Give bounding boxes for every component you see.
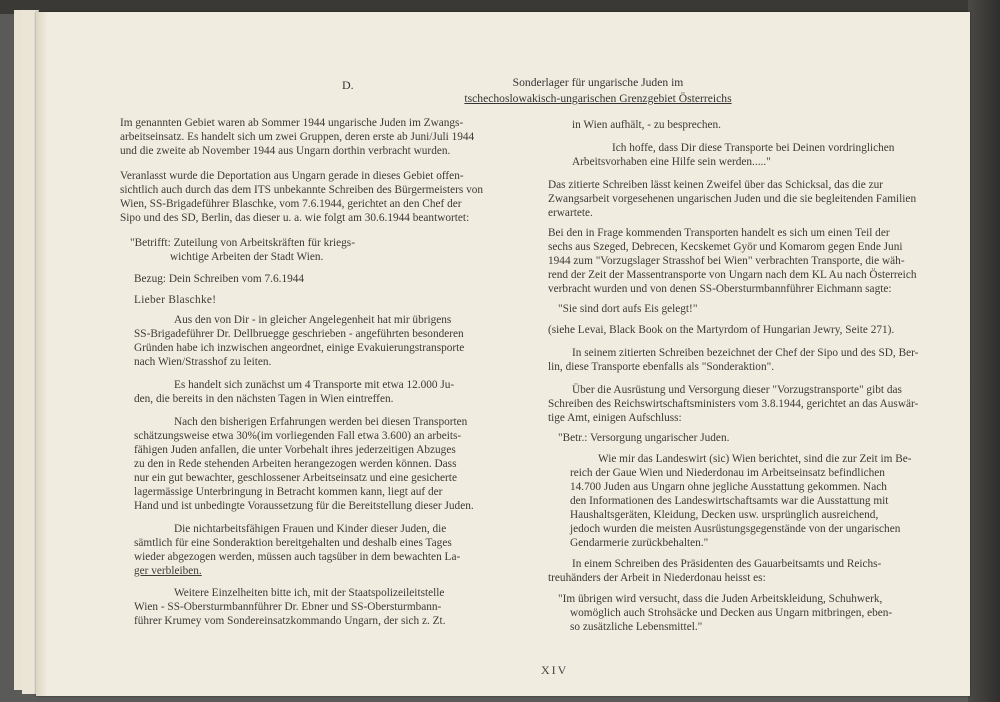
text-line: lin, diese Transporte ebenfalls als "Sonderaktion". — [548, 361, 775, 373]
text-line: Es handelt sich zunächst um 4 Transporte mit etwa 12.000 Ju- — [174, 379, 455, 391]
text-line: Die nichtarbeitsfähigen Frauen und Kinder dieser Juden, die — [174, 523, 447, 535]
text-line: Wien - SS-Obersturmbannführer Dr. Ebner und SS-Obersturmbann- — [134, 601, 442, 613]
text-line: In einem Schreiben des Präsidenten des Gauarbeitsamts und Reichs- — [572, 558, 882, 570]
text-line: Ich hoffe, dass Dir diese Transporte bei Deinen vordringlichen — [612, 142, 895, 154]
text-line: Wie mir das Landeswirt (sic) Wien berichtet, sind die zur Zeit im Be- — [598, 453, 912, 465]
text-line: Wien, SS-Brigadeführer Blaschke, vom 7.6.1944, gerichtet an den Chef der — [120, 198, 462, 210]
text-line: so zusätzliche Lebensmittel." — [570, 621, 703, 633]
text-line: sechs aus Szeged, Debrecen, Kecskemet Györ und Komarom gegen Ende Juni — [548, 241, 903, 253]
text-line: führer Krumey vom Sondereinsatzkommando Ungarn, der sich z. Zt. — [134, 615, 446, 627]
text-line: Bei den in Frage kommenden Transporten handelt es sich um einen Teil der — [548, 227, 890, 239]
text-line: Gründen habe ich inzwischen angeordnet, einige Evakuierungstransporte — [134, 342, 465, 354]
text-line: zu den in Rede stehenden Arbeiten herangezogen werden können. Dass — [134, 458, 457, 470]
text-line: Über die Ausrüstung und Versorgung dieser "Vorzugstransporte" gibt das — [572, 384, 902, 396]
text-line: Haushaltsgeräten, Kleidung, Decken usw. ursprünglich ausreichend, — [570, 509, 879, 521]
text-line: und die zweite ab November 1944 aus Ungarn dorthin verbracht wurden. — [120, 145, 451, 157]
text-line: ger verbleiben. — [134, 565, 202, 577]
text-line: Aus den von Dir - in gleicher Angelegenheit hat mir übrigens — [174, 314, 452, 326]
text-line: "Betr.: Versorgung ungarischer Juden. — [558, 432, 730, 444]
text-line: 1944 zum "Vorzugslager Strasshof bei Wien" verbrachten Transporte, die wäh- — [548, 255, 905, 267]
text-line: Im genannten Gebiet waren ab Sommer 1944 ungarische Juden im Zwangs- — [120, 117, 464, 129]
text-line: Hand und ist unbedingte Voraussetzung für die Bereitstellung dieser Juden. — [134, 500, 474, 512]
text-line: Lieber Blaschke! — [134, 294, 217, 306]
text-line: erwartete. — [548, 207, 593, 219]
document-page — [36, 12, 970, 696]
text-line: fähigen Juden anfallen, die unter Vorbehalt ihres jederzeitigen Abzuges — [134, 444, 456, 456]
text-line: Sipo und des SD, Berlin, das dieser u. a. wie folgt am 30.6.1944 beantwortet: — [120, 212, 470, 224]
text-line: Zwangsarbeit vorgesehenen ungarischen Juden und die sie begleitenden Familien — [548, 193, 917, 205]
text-line: Nach den bisherigen Erfahrungen werden bei diesen Transporten — [174, 416, 468, 428]
text-line: reich der Gaue Wien und Niederdonau im Arbeitseinsatz befindlichen — [570, 467, 885, 479]
text-line: rend der Zeit der Massentransporte von Ungarn nach dem KL Au nach Österreich — [548, 269, 917, 281]
page-gutter — [36, 12, 48, 696]
text-line: In seinem zitierten Schreiben bezeichnet der Chef der Sipo und des SD, Ber- — [572, 347, 919, 359]
text-line: jedoch wurden die meisten Ausrüstungsgegenstände von der ungarischen — [570, 523, 901, 535]
text-line: nur ein gut bewachter, geschlossener Arbeitseinsatz und eine gesicherte — [134, 472, 457, 484]
text-line: treuhänders der Arbeit in Niederdonau heisst es: — [548, 572, 766, 584]
text-line: tige Amt, einigen Aufschluss: — [548, 412, 682, 424]
text-line: Bezug: Dein Schreiben vom 7.6.1944 — [134, 273, 305, 285]
text-line: "Im übrigen wird versucht, dass die Juden Arbeitskleidung, Schuhwerk, — [558, 593, 883, 605]
text-line: Arbeitsvorhaben eine Hilfe sein werden....." — [572, 156, 771, 168]
text-line: verbracht wurden und von denen SS-Obersturmbannführer Eichmann sagte: — [548, 283, 892, 295]
text-line: den Informationen des Landeswirtschaftsamts war die Ausstattung mit — [570, 495, 889, 507]
section-title-line1: Sonderlager für ungarische Juden im — [512, 76, 684, 89]
text-line: sämtlich für eine Sonderaktion bereitgehalten und deshalb eines Tages — [134, 537, 452, 549]
text-line: wichtige Arbeiten der Stadt Wien. — [170, 251, 324, 263]
text-line: sichtlich auch durch das dem ITS unbekannte Schreiben des Bürgermeisters von — [120, 184, 484, 196]
text-line: Veranlasst wurde die Deportation aus Ungarn gerade in dieses Gebiet offen- — [120, 170, 464, 182]
text-line: wieder abgezogen werden, müssen auch tagsüber in dem bewachten La- — [134, 551, 461, 563]
text-line: Schreiben des Reichswirtschaftsministers vom 3.8.1944, gerichtet an das Auswär- — [548, 398, 919, 410]
text-line: 14.700 Juden aus Ungarn ohne jegliche Ausstattung gekommen. Nach — [570, 481, 887, 493]
section-label: D. — [342, 78, 354, 92]
text-line: lagermässige Unterbringung in Betracht kommen kann, liegt auf der — [134, 486, 443, 498]
section-title-line2: tschechoslowakisch-ungarischen Grenzgebiet Österreichs — [464, 92, 732, 105]
page-number: XIV — [541, 663, 569, 677]
text-line: "Betrifft: Zuteilung von Arbeitskräften für kriegs- — [130, 237, 355, 249]
text-line: Gendarmerie zurückbehalten." — [570, 537, 709, 549]
text-line: Das zitierte Schreiben lässt keinen Zweifel über das Schicksal, das die zur — [548, 179, 884, 191]
text-line: den, die bereits in den nächsten Tagen in Wien eintreffen. — [134, 393, 394, 405]
text-line: nach Wien/Strasshof zu leiten. — [134, 356, 272, 368]
text-line: Weitere Einzelheiten bitte ich, mit der Staatspolizeileitstelle — [174, 587, 445, 599]
text-line: schätzungsweise etwa 30%(im vorliegenden Fall etwa 3.600) an arbeits- — [134, 430, 462, 442]
text-line: (siehe Levai, Black Book on the Martyrdom of Hungarian Jewry, Seite 271). — [548, 324, 895, 336]
text-line: arbeitseinsatz. Es handelt sich um zwei Gruppen, deren erste ab Juni/Juli 1944 — [120, 131, 475, 143]
text-line: in Wien aufhält, - zu besprechen. — [572, 119, 721, 131]
text-line: womöglich auch Strohsäcke und Decken aus Ungarn mitbringen, eben- — [570, 607, 893, 619]
text-line: SS-Brigadeführer Dr. Dellbruegge geschrieben - angeführten besonderen — [134, 328, 464, 340]
text-line: "Sie sind dort aufs Eis gelegt!" — [558, 303, 698, 315]
binder-spine — [968, 0, 1000, 702]
